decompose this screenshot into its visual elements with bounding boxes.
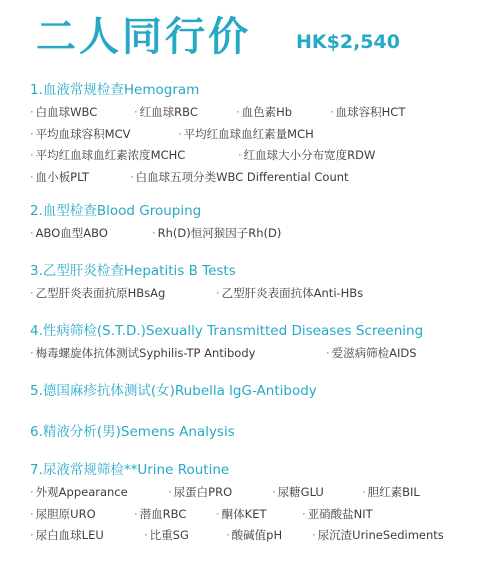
list-item: · 外观Appearance: [30, 482, 128, 502]
item-row: [30, 525, 490, 547]
list-item: · 血球容积HCT: [330, 102, 405, 122]
list-item: · 梅毒螺旋体抗体测试Syphilis-TP Antibody: [30, 343, 255, 363]
list-item: · 平均红血球血红素量MCH: [178, 124, 314, 144]
list-item: · 乙型肝炎表面抗原HBsAg: [30, 283, 165, 303]
list-item: · 红血球RBC: [134, 102, 198, 122]
list-item: · 血色素Hb: [236, 102, 292, 122]
item-row: [30, 145, 490, 167]
item-row: [30, 482, 490, 504]
price-label: HK$2,540: [296, 31, 400, 53]
item-row: [30, 124, 490, 146]
list-item: · 红血球大小分布宽度RDW: [238, 145, 375, 165]
item-row: [30, 504, 490, 526]
item-row: [30, 283, 490, 305]
section-title: 3.乙型肝炎检查Hepatitis B Tests: [30, 263, 236, 279]
section-title: 5.德国麻疹抗体测试(女)Rubella lgG-Antibody: [30, 383, 317, 399]
list-item: · 尿胆原URO: [30, 504, 96, 524]
list-item: · 胆红素BIL: [362, 482, 420, 502]
section-hemogram: [30, 80, 490, 188]
list-item: · 尿糖GLU: [272, 482, 324, 502]
list-item: · ABO血型ABO: [30, 223, 108, 243]
list-item: · 尿白血球LEU: [30, 525, 104, 545]
section-urine-routine: [30, 460, 490, 547]
list-item: · 乙型肝炎表面抗体Anti-HBs: [216, 283, 363, 303]
list-item: · 酸碱值pH: [226, 525, 282, 545]
list-item: · 亚硝酸盐NIT: [302, 504, 373, 524]
page-title: 二人同行价: [36, 14, 251, 60]
list-item: · 比重SG: [144, 525, 189, 545]
section-hepatitis-b: [30, 261, 490, 305]
item-row: [30, 223, 490, 245]
header: [0, 0, 500, 70]
list-item: · 潜血RBC: [134, 504, 186, 524]
list-item: · 尿蛋白PRO: [168, 482, 232, 502]
section-title: 7.尿液常规筛检**Urine Routine: [30, 462, 230, 478]
item-row: [30, 167, 490, 189]
section-std-screening: [30, 321, 490, 365]
item-row: [30, 343, 490, 365]
section-blood-grouping: [30, 201, 490, 245]
list-item: · 白血球WBC: [30, 102, 97, 122]
section-rubella: [30, 381, 490, 403]
list-item: · Rh(D)恒河猴因子Rh(D): [152, 223, 281, 243]
section-title: 2.血型检查Blood Grouping: [30, 203, 202, 219]
list-item: · 血小板PLT: [30, 167, 89, 187]
list-item: · 尿沉渣UrineSediments: [312, 525, 444, 545]
list-item: · 酮体KET: [216, 504, 267, 524]
section-title: 6.精液分析(男)Semens Analysis: [30, 424, 235, 440]
list-item: · 平均血球容积MCV: [30, 124, 130, 144]
item-row: [30, 102, 490, 124]
list-item: · 平均红血球血红素浓度MCHC: [30, 145, 185, 165]
list-item: · 爱滋病筛检AIDS: [326, 343, 417, 363]
section-title: 1.血液常规检查Hemogram: [30, 82, 200, 98]
section-title: 4.性病筛检(S.T.D.)Sexually Transmitted Diseases Screening: [30, 323, 424, 339]
list-item: · 白血球五项分类WBC Differential Count: [130, 167, 349, 187]
section-semen-analysis: [30, 422, 490, 444]
